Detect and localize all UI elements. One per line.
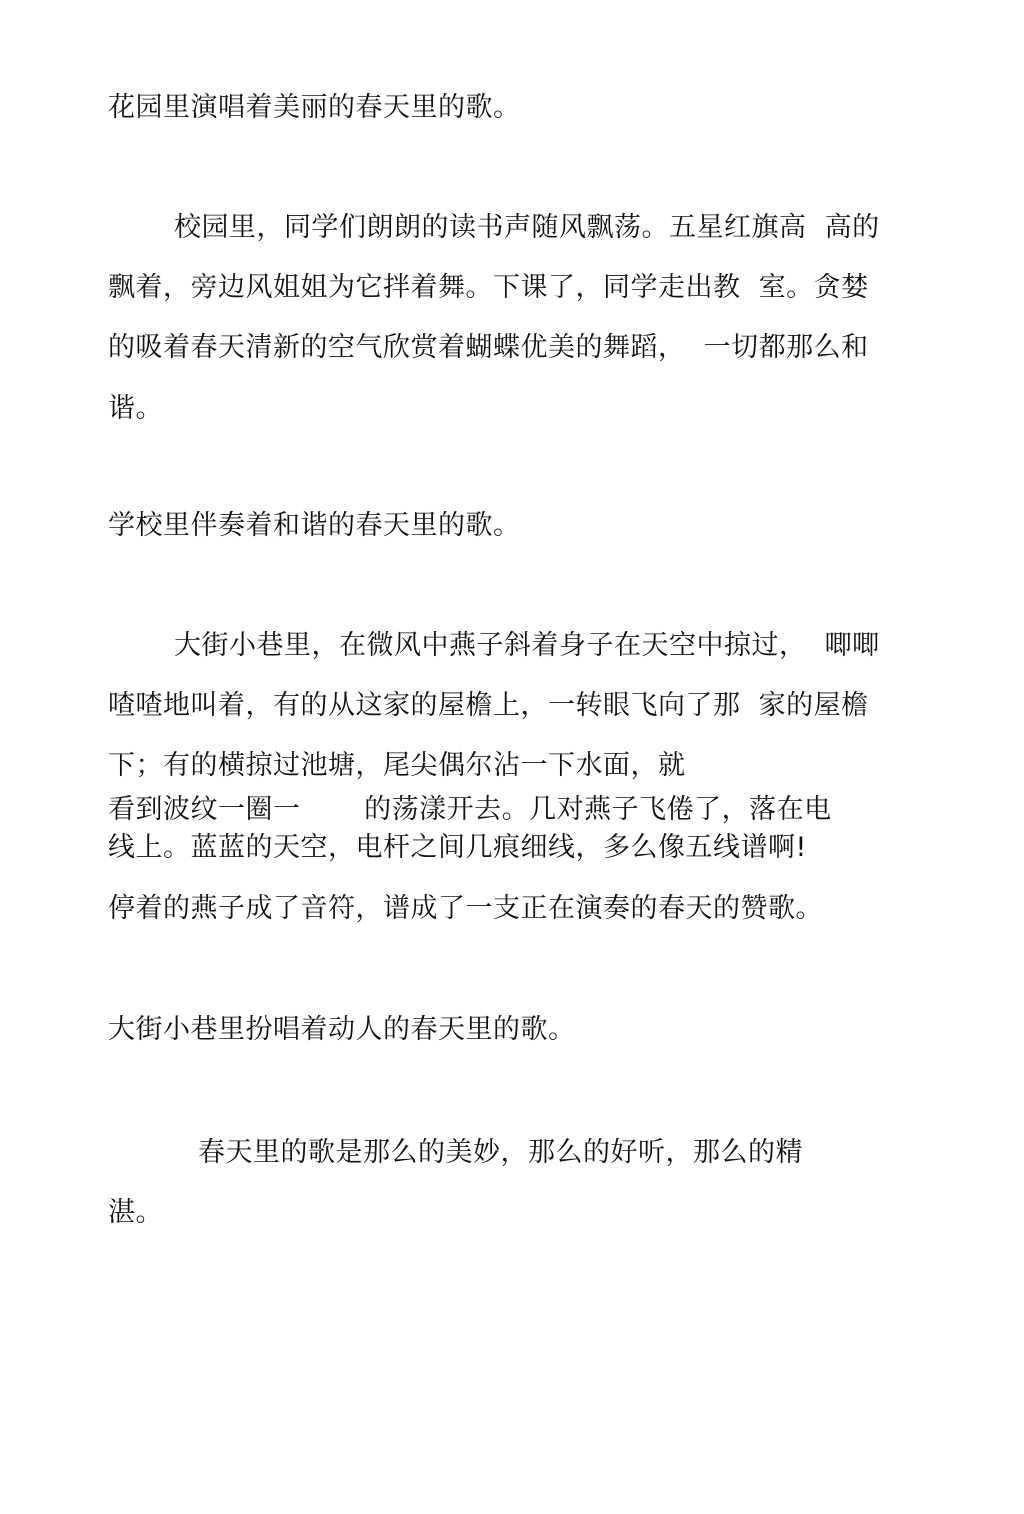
text-line: 春天里的歌是那么的美妙，那么的好听，那么的精 — [198, 1137, 803, 1168]
text-line: 停着的燕子成了音符，谱成了一支正在演奏的春天的赞歌。 — [108, 893, 823, 924]
text-line: 下；有的横掠过池塘，尾尖偶尔沾一下水面，就 — [108, 750, 686, 781]
text-line: 大街小巷里扮唱着动人的春天里的歌。 — [108, 1014, 576, 1045]
text-line: 喳喳地叫着，有的从这家的屋檐上，一转眼飞向了那 家的屋檐 — [108, 690, 869, 721]
text-line: 大街小巷里，在微风中燕子斜着身子在天空中掠过， 唧唧 — [174, 630, 880, 661]
text-line: 谐。 — [108, 393, 163, 424]
text-line: 花园里演唱着美丽的春天里的歌。 — [108, 92, 521, 123]
text-line: 校园里，同学们朗朗的读书声随风飘荡。五星红旗高 高的 — [174, 212, 880, 243]
text-line: 学校里伴奏着和谐的春天里的歌。 — [108, 510, 521, 541]
text-line: 湛。 — [108, 1197, 163, 1228]
text-line: 的吸着春天清新的空气欣赏着蝴蝶优美的舞蹈， 一切都那么和 — [108, 332, 869, 363]
text-line: 看到波纹一圈一 的荡漾开去。几对燕子飞倦了，落在电 — [108, 794, 832, 825]
text-line: 线上。蓝蓝的天空，电杆之间几痕细线，多么像五线谱啊! — [108, 832, 807, 863]
text-line: 飘着，旁边风姐姐为它拌着舞。下课了，同学走出教 室。贪婪 — [108, 272, 869, 303]
